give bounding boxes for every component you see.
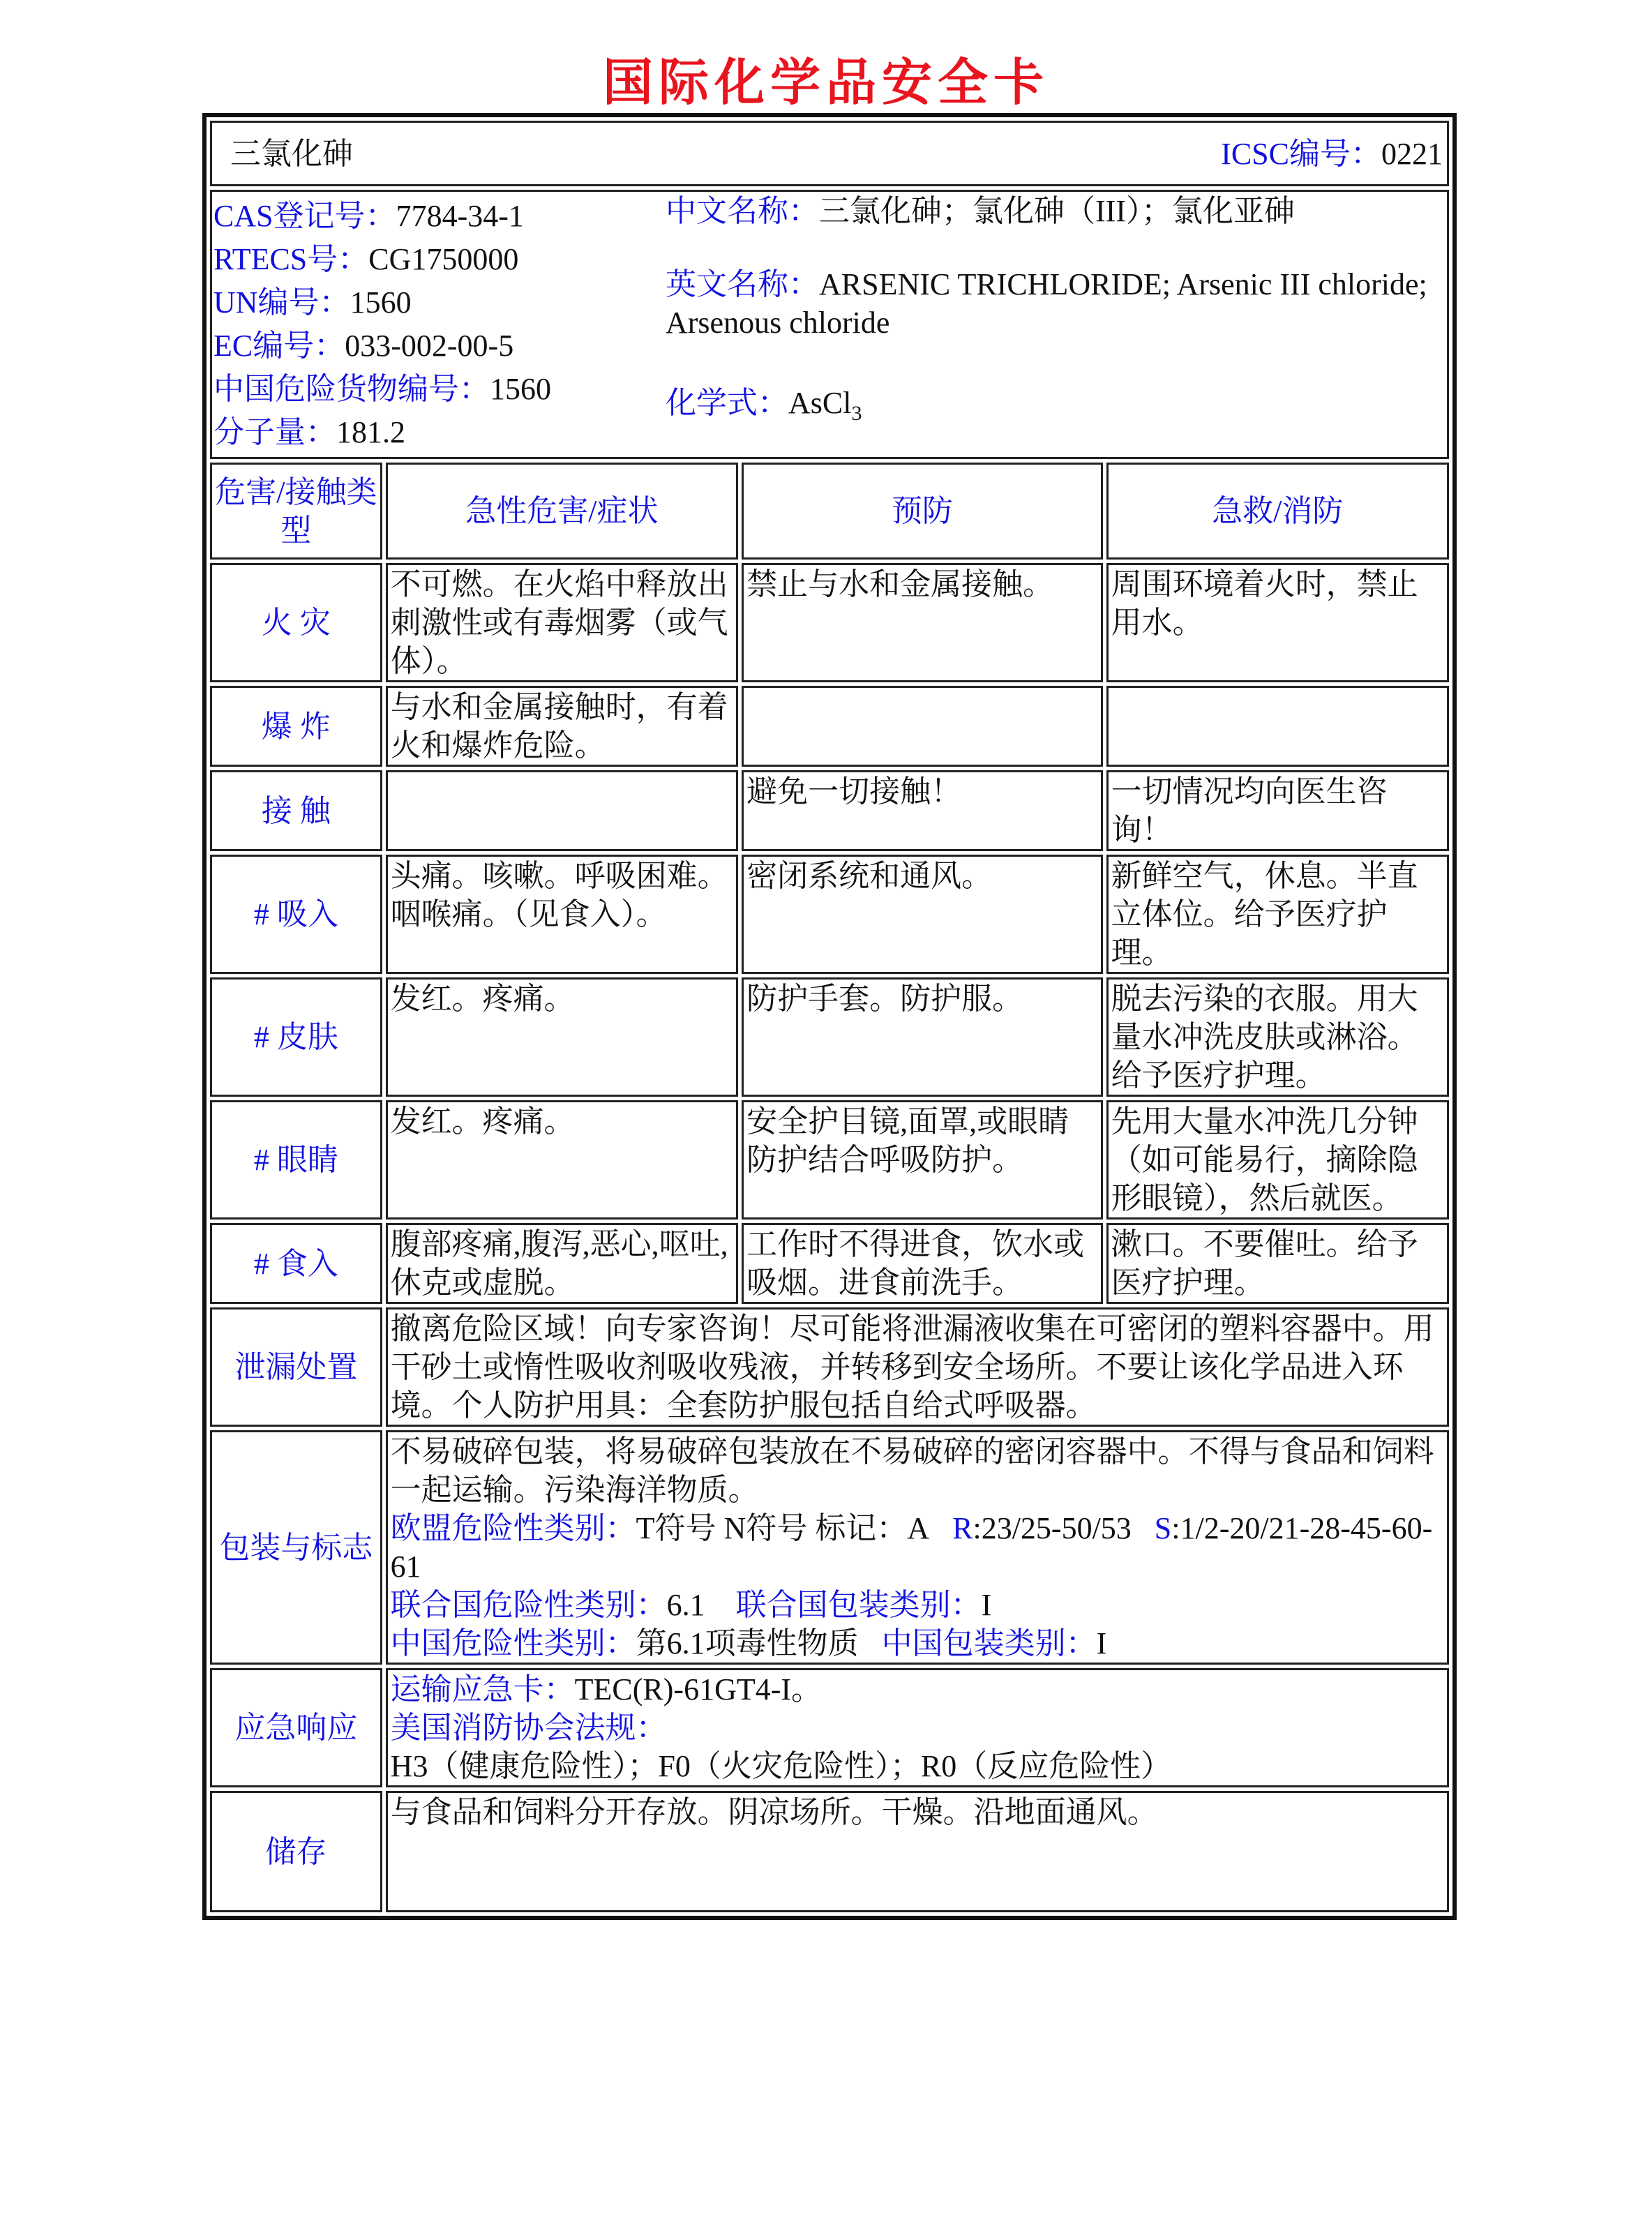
hazard-row — [210, 770, 1449, 851]
hazard-prevention: 禁止与水和金属接触。 — [742, 563, 1103, 682]
hazard-symptoms: 腹部疼痛,腹泻,恶心,呕吐,休克或虚脱。 — [386, 1223, 738, 1304]
identifier-item — [213, 411, 660, 454]
column-header-prevention: 预防 — [742, 463, 1103, 560]
hazard-prevention: 防护手套。防护服。 — [742, 977, 1103, 1097]
identifier-item — [213, 324, 660, 368]
identifier-value: 1560 — [350, 285, 412, 320]
spill-label: 泄漏处置 — [210, 1307, 382, 1427]
card-header — [210, 121, 1449, 186]
identifier-label: RTECS号： — [213, 242, 369, 276]
hazard-symptoms: 发红。疼痛。 — [386, 977, 738, 1097]
identifier-value: CG1750000 — [368, 242, 519, 276]
hazard-symptoms: 与水和金属接触时，有着火和爆炸危险。 — [386, 686, 738, 767]
identifier-label: EC编号： — [213, 329, 345, 363]
chemical-name: 三氯化砷 — [230, 136, 353, 171]
hazard-prevention: 密闭系统和通风。 — [742, 855, 1103, 974]
icsc-value: 0221 — [1381, 136, 1443, 171]
storage-text: 与食品和饲料分开存放。阴凉场所。干燥。沿地面通风。 — [386, 1791, 1449, 1912]
identifier-label: CAS登记号： — [213, 199, 396, 233]
hazard-prevention — [742, 686, 1103, 767]
identifier-value: 033-002-00-5 — [345, 329, 514, 363]
hazard-type: # 眼睛 — [210, 1100, 382, 1220]
hazard-symptoms: 发红。疼痛。 — [386, 1100, 738, 1220]
identifier-item — [213, 281, 660, 324]
hazard-symptoms — [386, 770, 738, 851]
hazard-row — [210, 1100, 1449, 1220]
hazard-symptoms: 不可燃。在火焰中释放出刺激性或有毒烟雾（或气体）。 — [386, 563, 738, 682]
identifier-label: 分子量： — [213, 415, 336, 449]
hazard-first-aid — [1106, 686, 1449, 767]
hazard-row — [210, 1223, 1449, 1304]
hazard-first-aid: 漱口。不要催吐。给予医疗护理。 — [1106, 1223, 1449, 1304]
icsc-label: ICSC编号： — [1221, 136, 1381, 171]
identifier-value: 1560 — [490, 372, 551, 406]
identifier-value: 7784-34-1 — [396, 199, 524, 233]
hazard-type: # 皮肤 — [210, 977, 382, 1097]
identifier-item — [213, 368, 660, 411]
hazard-type: 接 触 — [210, 770, 382, 851]
hazard-first-aid: 先用大量水冲洗几分钟（如可能易行，摘除隐形眼镜），然后就医。 — [1106, 1100, 1449, 1220]
hazard-row — [210, 977, 1449, 1097]
chemical-formula: 化学式：AsCl$_3$ — [666, 386, 862, 425]
spill-text: 撤离危险区域！向专家咨询！尽可能将泄漏液收集在可密闭的塑料容器中。用干砂土或惰性吸收剂吸收残液，并转移到安全场所。不要让该化学品进入环境。个人防护用具：全套防护服包括自给式呼吸器。 — [386, 1307, 1449, 1427]
page-title: 国际化学品安全卡 — [602, 53, 1049, 112]
emergency-text: 运输应急卡：TEC(R)-61GT4-I。 美国消防协会法规：H3（健康危险性）；F0（火灾危险性）；R0（反应危险性） — [386, 1668, 1449, 1787]
hazard-prevention: 避免一切接触！ — [742, 770, 1103, 851]
hazard-type: 火 灾 — [210, 563, 382, 682]
identifier-item — [213, 238, 660, 281]
hazard-row — [210, 563, 1449, 682]
packaging-text: 不易破碎包装，将易破碎包装放在不易破碎的密闭容器中。不得与食品和饲料一起运输。污染海洋物质。 欧盟危险性类别：T符号 N符号 标记：A R:23/25-50/53 S:1/2-20/21-28-45-60-61 联合国危险性类别：6.1 联合国包装类别：I 中国危险性类别：第6.1项毒性物质 中国包装类别：I — [386, 1430, 1449, 1665]
column-header-first-aid: 急救/消防 — [1106, 463, 1449, 560]
identifier-value: 181.2 — [336, 415, 405, 449]
column-header-symptoms: 急性危害/症状 — [386, 463, 738, 560]
packaging-label: 包装与标志 — [210, 1430, 382, 1665]
hazard-symptoms: 头痛。咳嗽。呼吸困难。咽喉痛。（见食入）。 — [386, 855, 738, 974]
hazard-prevention: 安全护目镜,面罩,或眼睛防护结合呼吸防护。 — [742, 1100, 1103, 1220]
hazard-first-aid: 新鲜空气，休息。半直立体位。给予医疗护理。 — [1106, 855, 1449, 974]
hazard-first-aid: 一切情况均向医生咨询！ — [1106, 770, 1449, 851]
hazard-type: # 吸入 — [210, 855, 382, 974]
hazard-first-aid: 脱去污染的衣服。用大量水冲洗皮肤或淋浴。给予医疗护理。 — [1106, 977, 1449, 1097]
storage-label: 储存 — [210, 1791, 382, 1912]
identifier-item — [213, 195, 660, 238]
hazard-type: # 食入 — [210, 1223, 382, 1304]
hazard-first-aid: 周围环境着火时，禁止用水。 — [1106, 563, 1449, 682]
hazard-type: 爆 炸 — [210, 686, 382, 767]
hazard-row — [210, 855, 1449, 974]
column-header-type: 危害/接触类型 — [210, 463, 382, 560]
hazard-row — [210, 686, 1449, 767]
safety-card — [202, 113, 1457, 1920]
identifiers-section — [210, 190, 1449, 459]
emergency-label: 应急响应 — [210, 1668, 382, 1787]
identifier-label: UN编号： — [213, 285, 350, 320]
identifier-label: 中国危险货物编号： — [213, 372, 490, 406]
chinese-name: 中文名称：三氯化砷；氯化砷（III）；氯化亚砷 — [666, 194, 1295, 228]
hazard-prevention: 工作时不得进食，饮水或吸烟。进食前洗手。 — [742, 1223, 1103, 1304]
english-name: 英文名称：ARSENIC TRICHLORIDE; Arsenic III chloride; Arsenous chloride — [666, 267, 1427, 340]
